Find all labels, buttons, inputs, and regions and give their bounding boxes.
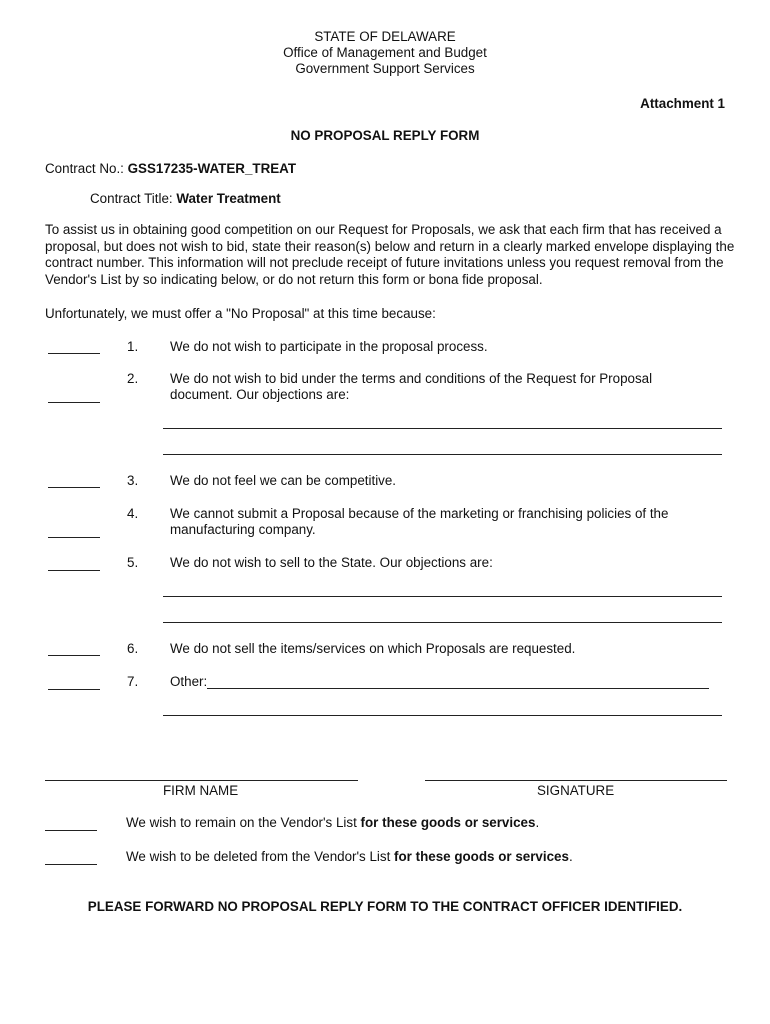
reason-5-objections-line-1[interactable] xyxy=(163,596,722,597)
delete-from-list-bold: for these goods or services xyxy=(394,849,569,864)
delete-from-list-text xyxy=(126,849,573,865)
signature-label: SIGNATURE xyxy=(537,783,615,798)
header-division: Government Support Services xyxy=(295,61,475,76)
reason-2-number: 2. xyxy=(127,371,139,386)
contract-number-label: Contract No.: xyxy=(45,161,128,176)
form-title: NO PROPOSAL REPLY FORM xyxy=(290,128,480,143)
reason-4-text-line1: We cannot submit a Proposal because of the marketing or franchising policies of the xyxy=(170,506,669,521)
contract-title-value: Water Treatment xyxy=(176,191,281,206)
reason-1-number: 1. xyxy=(127,339,139,354)
header-office: Office of Management and Budget xyxy=(283,45,487,60)
reason-5-text: We do not wish to sell to the State. Our objections are: xyxy=(170,555,493,570)
reason-2-text-line1: We do not wish to bid under the terms and conditions of the Request for Proposal xyxy=(170,371,653,386)
reason-5-checkbox-line[interactable] xyxy=(48,570,100,571)
reason-1-checkbox-line[interactable] xyxy=(48,353,100,354)
delete-from-list-period: . xyxy=(568,849,573,864)
contract-number-value: GSS17235-WATER_TREAT xyxy=(127,161,297,176)
lead-in-text: Unfortunately, we must offer a "No Proposal" at this time because: xyxy=(45,306,436,321)
reason-7-other-line-2[interactable] xyxy=(163,715,722,716)
reason-7-text: Other: xyxy=(170,674,208,689)
reason-4-checkbox-line[interactable] xyxy=(48,537,100,538)
reason-6-number: 6. xyxy=(127,641,139,656)
reason-2-text-line2: document. Our objections are: xyxy=(170,387,350,402)
reason-3-number: 3. xyxy=(127,473,139,488)
contract-title xyxy=(90,191,281,207)
delete-from-list-plain: We wish to be deleted from the Vendor's List xyxy=(126,849,395,864)
intro-paragraph: To assist us in obtaining good competition on our Request for Proposals, we ask that each firm that has received a proposal, but does not wish to bid, state their reason(s) below and return in a clearly marked envelope displaying the contract number. This information will not preclude receipt of future invitations unless you request removal from the Vendor's List by so indicating below, or do not return this form or bona fide proposal. xyxy=(45,222,735,287)
contract-number xyxy=(45,161,296,177)
remain-on-list-bold: for these goods or services xyxy=(360,815,536,830)
reason-7-other-line[interactable] xyxy=(207,688,709,689)
footer-instruction: PLEASE FORWARD NO PROPOSAL REPLY FORM TO THE CONTRACT OFFICER IDENTIFIED. xyxy=(87,899,683,914)
remain-on-list-plain: We wish to remain on the Vendor's List xyxy=(126,815,361,830)
contract-title-label: Contract Title: xyxy=(90,191,177,206)
reason-4-text-line2: manufacturing company. xyxy=(170,522,316,537)
signature-line[interactable] xyxy=(425,780,727,781)
attachment-label: Attachment 1 xyxy=(640,96,725,111)
reason-1-text: We do not wish to participate in the proposal process. xyxy=(170,339,488,354)
reason-2-objections-line-2[interactable] xyxy=(163,454,722,455)
reason-2-checkbox-line[interactable] xyxy=(48,402,100,403)
reason-6-checkbox-line[interactable] xyxy=(48,655,100,656)
reason-3-checkbox-line[interactable] xyxy=(48,487,100,488)
remain-on-list-text xyxy=(126,815,539,831)
reason-7-number: 7. xyxy=(127,674,139,689)
reason-5-objections-line-2[interactable] xyxy=(163,622,722,623)
reason-5-number: 5. xyxy=(127,555,139,570)
reason-7-checkbox-line[interactable] xyxy=(48,689,100,690)
remain-on-list-period: . xyxy=(535,815,540,830)
reason-2-objections-line-1[interactable] xyxy=(163,428,722,429)
header-state: STATE OF DELAWARE xyxy=(314,29,456,44)
reason-6-text: We do not sell the items/services on which Proposals are requested. xyxy=(170,641,576,656)
reason-3-text: We do not feel we can be competitive. xyxy=(170,473,397,488)
delete-from-list-checkbox-line[interactable] xyxy=(45,864,97,865)
firm-name-line[interactable] xyxy=(45,780,358,781)
remain-on-list-checkbox-line[interactable] xyxy=(45,830,97,831)
reason-4-number: 4. xyxy=(127,506,139,521)
firm-name-label: FIRM NAME xyxy=(163,783,239,798)
